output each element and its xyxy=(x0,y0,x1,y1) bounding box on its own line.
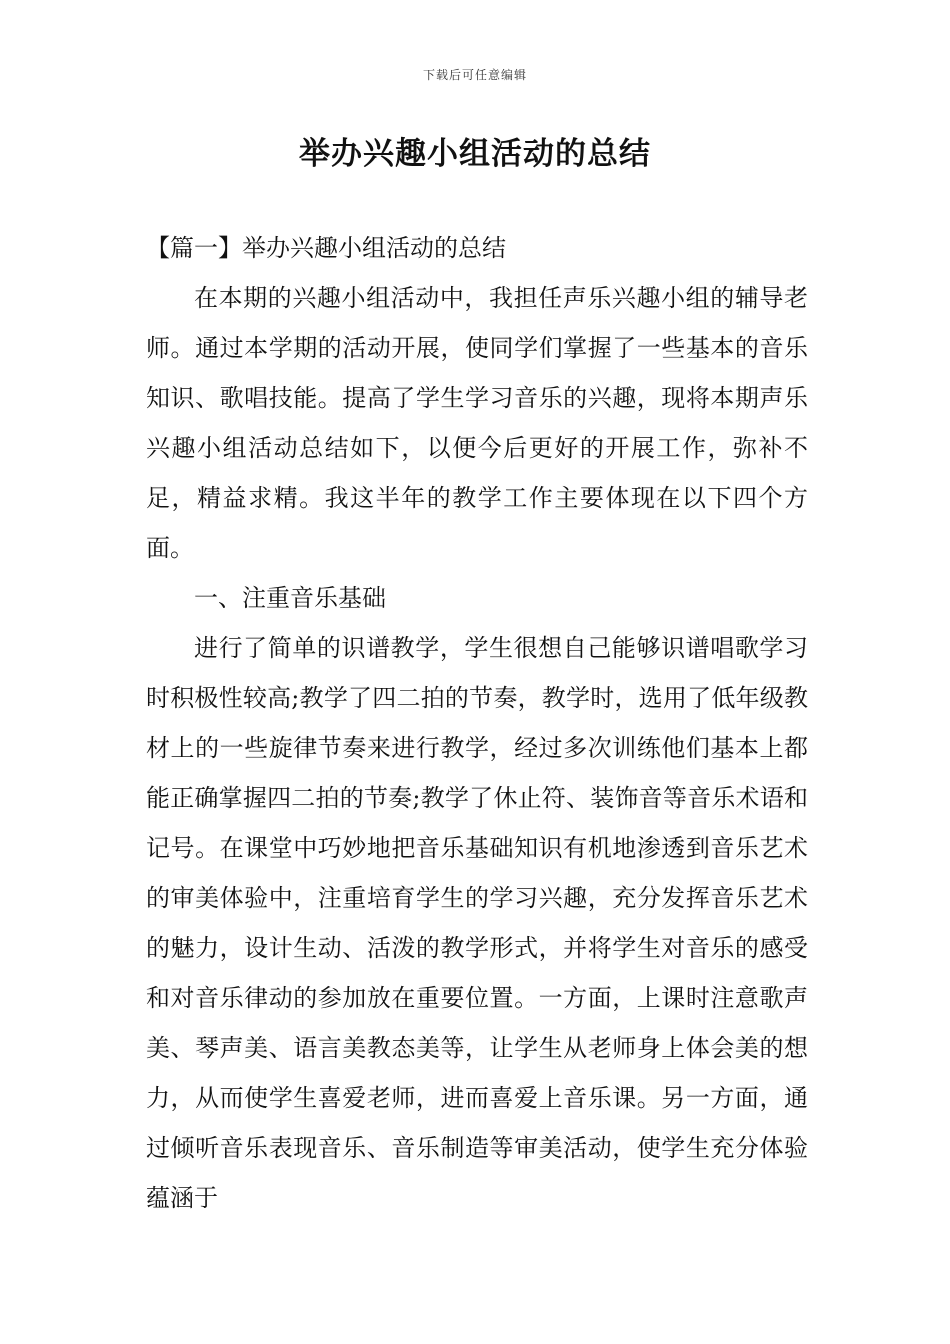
document-title: 举办兴趣小组活动的总结 xyxy=(299,136,651,172)
header-note: 下载后可任意编辑 xyxy=(422,68,527,82)
section-heading: 【篇一】举办兴趣小组活动的总结 xyxy=(146,234,506,262)
paragraph-music-basics: 进行了简单的识谱教学，学生很想自己能够识谱唱歌学习时积极性较高;教学了四二拍的节奏，教学时，选用了低年级教材上的一些旋律节奏来进行教学，经过多次训练他们基本上都能正确掌握四二拍的节奏;教学了休止符、装饰音等音乐术语和记号。在课堂中巧妙地把音乐基础知识有机地渗透到音乐艺术的审美体验中，注重培育学生的学习兴趣，充分发挥音乐艺术的魅力，设计生动、活泼的教学形式，并将学生对音乐的感受和对音乐律动的参加放在重要位置。一方面，上课时注意歌声美、琴声美、语言美教态美等，让学生从老师身上体会美的想力，从而使学生喜爱老师，进而喜爱上音乐课。另一方面，通过倾听音乐表现音乐、音乐制造等审美活动，使学生充分体验蕴涵于 xyxy=(146,634,808,1212)
paragraph-intro: 在本期的兴趣小组活动中，我担任声乐兴趣小组的辅导老师。通过本学期的活动开展，使同学们掌握了一些基本的音乐知识、歌唱技能。提高了学生学习音乐的兴趣，现将本期声乐兴趣小组活动总结如下，以便今后更好的开展工作，弥补不足，精益求精。我这半年的教学工作主要体现在以下四个方面。 xyxy=(146,284,808,562)
document-body xyxy=(146,223,808,1223)
subheading-music-basics: 一、注重音乐基础 xyxy=(194,584,386,612)
